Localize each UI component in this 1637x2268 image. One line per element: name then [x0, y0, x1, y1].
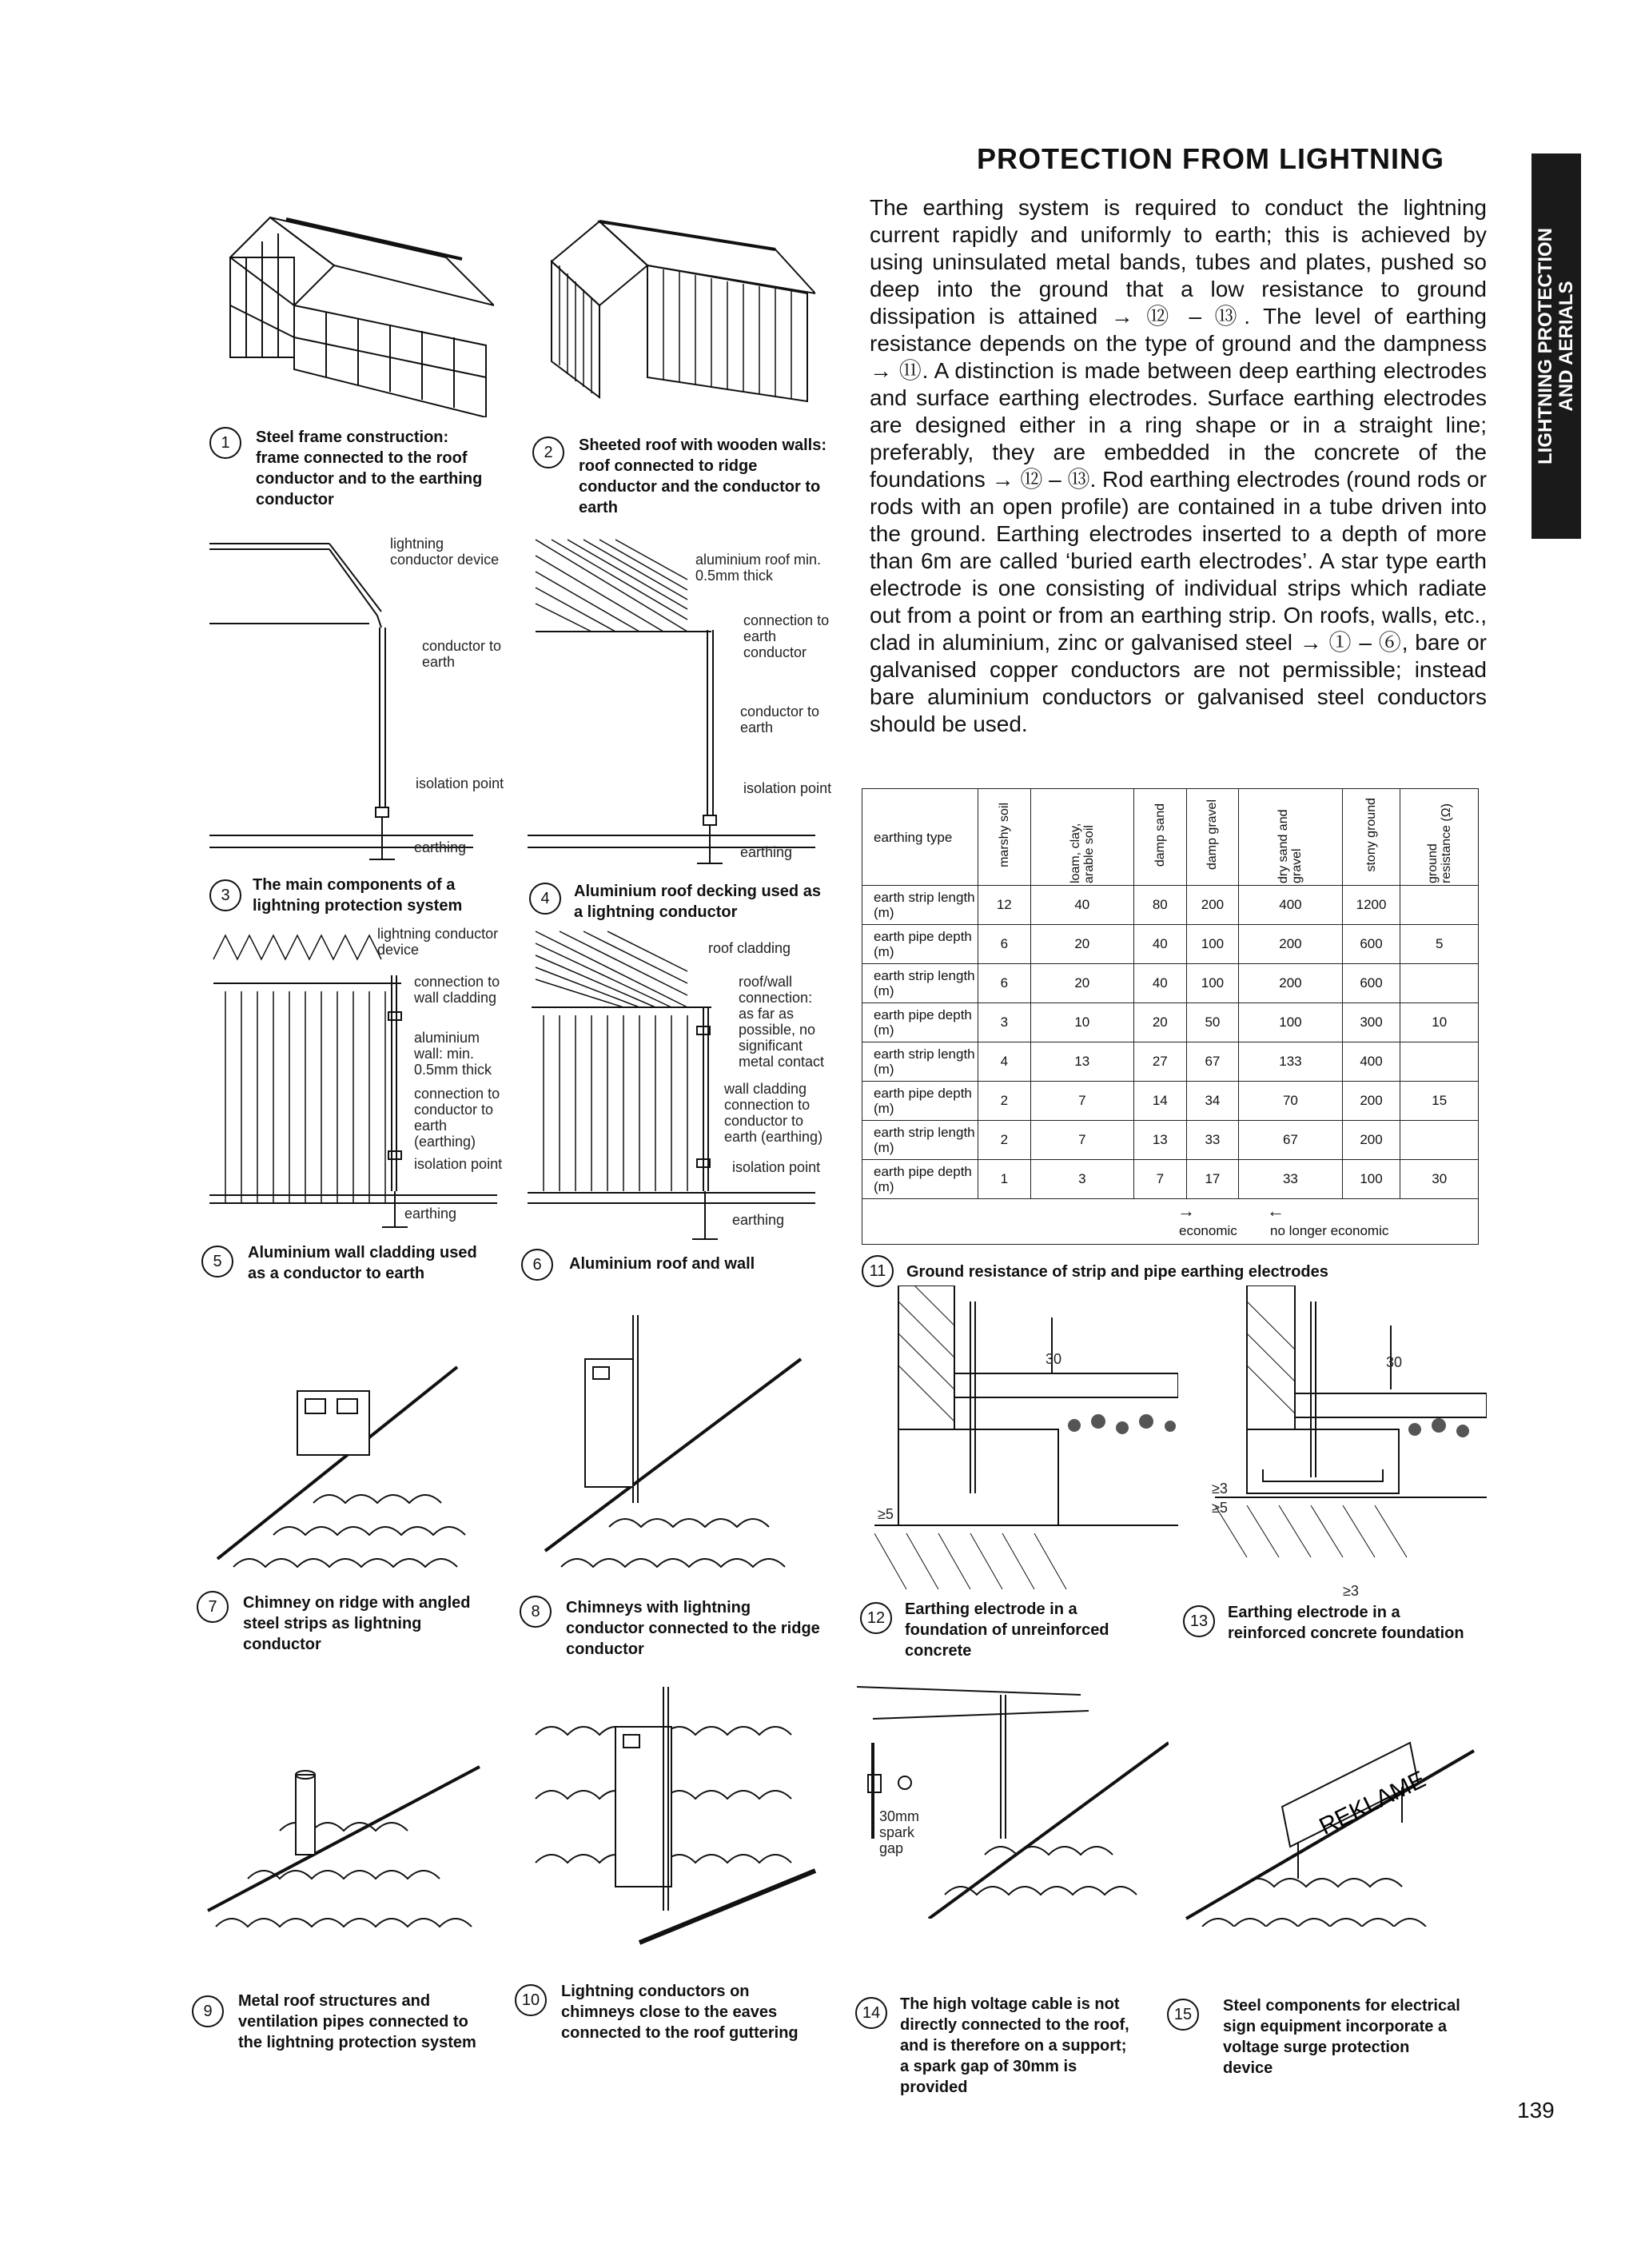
- fig4-label-connection: connection to earth conductor: [743, 612, 830, 660]
- col-damp-gravel: damp gravel: [1205, 799, 1220, 871]
- table-row: [862, 1003, 1479, 1042]
- figure-1-caption: Steel frame construction: frame connected to the roof conductor and to the earthing conductor: [256, 428, 483, 508]
- side-tab-line-2: AND AERIALS: [1555, 281, 1577, 412]
- table-footer-row: [862, 1199, 1479, 1245]
- cell: 7: [1030, 1082, 1133, 1121]
- cell: 100: [1186, 964, 1239, 1003]
- figure-15-caption: Steel components for electrical sign equipment incorporate a voltage surge protection device: [1223, 1997, 1460, 2077]
- figure-12-caption: Earthing electrode in a foundation of unreinforced concrete: [905, 1600, 1109, 1660]
- cell: 200: [1342, 1121, 1400, 1160]
- figure-11-caption: Ground resistance of strip and pipe earthing electrodes: [906, 1263, 1328, 1281]
- row-label: earth pipe depth (m): [862, 1160, 978, 1199]
- cell: 133: [1239, 1042, 1342, 1082]
- fig4-label-roof: aluminium roof min. 0.5mm thick: [695, 552, 822, 584]
- fig15-sign-text: REKLAME: [1315, 1766, 1430, 1840]
- figure-5-number: 5: [201, 1246, 233, 1277]
- col-dry-sand-gravel: dry sand and gravel: [1277, 808, 1304, 883]
- figure-14-caption: The high voltage cable is not directly connected to the roof, and is therefore on a support; a spark gap of 30mm is provided: [900, 1995, 1129, 2096]
- fig13-dim-3b: ≥3: [1343, 1583, 1359, 1599]
- cell: 600: [1342, 964, 1400, 1003]
- fig6-label-connection: roof/wall connection: as far as possible, no significant metal contact: [739, 974, 825, 1070]
- cell: 14: [1134, 1082, 1187, 1121]
- page-number: 139: [1517, 2098, 1555, 2123]
- figure-15-number: 15: [1167, 1999, 1199, 2031]
- table-row: [862, 1160, 1479, 1199]
- figure-7-number: 7: [197, 1591, 229, 1623]
- fig13-dim-3a: ≥3: [1212, 1481, 1228, 1497]
- fig4-label-earthing: earthing: [740, 844, 793, 860]
- figure-2-number: 2: [532, 436, 564, 468]
- table-header-row: [862, 789, 1479, 886]
- right-arrow-icon: →: [1177, 1201, 1195, 1221]
- fig14-label-spark-gap: 30mm spark gap: [879, 1808, 920, 1856]
- cell: 4: [978, 1042, 1031, 1082]
- fig12-dim-30: 30: [1046, 1351, 1062, 1367]
- row-label: earth strip length (m): [862, 1121, 978, 1160]
- cell: 40: [1030, 886, 1133, 925]
- cell: 200: [1239, 964, 1342, 1003]
- table-col-head: [978, 789, 1031, 886]
- row-label: earth strip length (m): [862, 1042, 978, 1082]
- cell: 6: [978, 925, 1031, 964]
- cell: 5: [1400, 925, 1479, 964]
- row-label: earth pipe depth (m): [862, 1082, 978, 1121]
- cell: 7: [1030, 1121, 1133, 1160]
- cell: 33: [1239, 1160, 1342, 1199]
- figure-10-eaves-chimney-drawing: [520, 1671, 823, 1959]
- cell: 2: [978, 1121, 1031, 1160]
- fig5-label-connection: connection to wall cladding: [414, 974, 500, 1006]
- cell: 17: [1186, 1160, 1239, 1199]
- cell: 100: [1239, 1003, 1342, 1042]
- side-tab-line-1: LIGHTNING PROTECTION: [1535, 228, 1556, 464]
- figure-3-caption: The main components of a lightning protection system: [253, 876, 463, 915]
- fig6-label-wall-cladding: wall cladding connection to conductor to earth (earthing): [724, 1081, 823, 1145]
- cell: 200: [1186, 886, 1239, 925]
- cell: 67: [1239, 1121, 1342, 1160]
- fig6-label-earthing: earthing: [732, 1212, 785, 1228]
- figure-10-number: 10: [515, 1984, 547, 2016]
- ground-resistance-table: [862, 788, 1479, 1245]
- fig5-label-conductor: connection to conductor to earth (earthing): [414, 1086, 500, 1150]
- cell: 27: [1134, 1042, 1187, 1082]
- cell: 3: [978, 1003, 1031, 1042]
- fig3-label-device: lightning conductor device: [390, 536, 500, 568]
- cell: 1200: [1342, 886, 1400, 925]
- cell: 33: [1186, 1121, 1239, 1160]
- table-col-head: [1400, 789, 1479, 886]
- figure-9-vent-pipes-drawing: [200, 1719, 496, 1943]
- cell: [1400, 964, 1479, 1003]
- figure-6-caption: Aluminium roof and wall: [569, 1255, 755, 1273]
- cell: [1400, 1121, 1479, 1160]
- fig5-label-wall: aluminium wall: min. 0.5mm thick: [414, 1030, 492, 1078]
- fig4-label-conductor: conductor to earth: [740, 704, 820, 735]
- fig6-label-roof-cladding: roof cladding: [708, 940, 791, 956]
- table-col-head: [1030, 789, 1133, 886]
- cell: 12: [978, 886, 1031, 925]
- figure-15-sign-drawing: [1178, 1679, 1490, 1927]
- cell: 20: [1030, 925, 1133, 964]
- fig5-label-earthing: earthing: [404, 1206, 457, 1222]
- cell: 6: [978, 964, 1031, 1003]
- fig6-label-isolation: isolation point: [732, 1159, 821, 1175]
- table-row: [862, 925, 1479, 964]
- figure-10-caption: Lightning conductors on chimneys close to the eaves connected to the roof guttering: [561, 1983, 799, 2042]
- cell: 10: [1400, 1003, 1479, 1042]
- fig5-label-isolation: isolation point: [414, 1156, 503, 1172]
- figure-13-caption: Earthing electrode in a reinforced concrete foundation: [1228, 1604, 1464, 1642]
- cell: 3: [1030, 1160, 1133, 1199]
- table-row: [862, 1042, 1479, 1082]
- table-row: [862, 886, 1479, 925]
- cell: 300: [1342, 1003, 1400, 1042]
- fig13-dim-5: ≥5: [1212, 1500, 1228, 1516]
- figure-5-caption: Aluminium wall cladding used as a conductor to earth: [248, 1244, 477, 1282]
- figure-4-number: 4: [529, 883, 561, 915]
- figure-13-reinforced-foundation-drawing: [1215, 1285, 1487, 1589]
- figure-8-number: 8: [520, 1596, 552, 1628]
- row-label: earth pipe depth (m): [862, 925, 978, 964]
- figure-4-caption: Aluminium roof decking used as a lightning conductor: [574, 883, 821, 921]
- fig5-label-device: lightning conductor device: [377, 926, 499, 958]
- fig4-label-isolation: isolation point: [743, 780, 832, 796]
- cell: 400: [1239, 886, 1342, 925]
- table-col-head: [1134, 789, 1187, 886]
- cell: 67: [1186, 1042, 1239, 1082]
- cell: 80: [1134, 886, 1187, 925]
- page-title: PROTECTION FROM LIGHTNING: [977, 142, 1444, 175]
- cell: 20: [1030, 964, 1133, 1003]
- figure-13-number: 13: [1183, 1605, 1215, 1637]
- figure-3-components-drawing: [209, 532, 513, 867]
- cell: 7: [1134, 1160, 1187, 1199]
- row-label: earth strip length (m): [862, 964, 978, 1003]
- figure-2-sheeted-roof-drawing: [544, 217, 815, 417]
- cell: 200: [1239, 925, 1342, 964]
- col-loam: loam, clay, arable soil: [1068, 823, 1096, 883]
- figure-8-chimneys-drawing: [529, 1311, 817, 1583]
- table-footer: [862, 1199, 1479, 1245]
- cell: 400: [1342, 1042, 1400, 1082]
- row-label: earth pipe depth (m): [862, 1003, 978, 1042]
- cell: 40: [1134, 925, 1187, 964]
- table-header-earthing-type: earthing type: [862, 789, 978, 886]
- cell: [1400, 1042, 1479, 1082]
- cell: 20: [1134, 1003, 1187, 1042]
- cell: 13: [1134, 1121, 1187, 1160]
- cell: 50: [1186, 1003, 1239, 1042]
- cell: 1: [978, 1160, 1031, 1199]
- table-row: [862, 1121, 1479, 1160]
- table-col-head: [1239, 789, 1342, 886]
- figure-14-spark-gap-drawing: [857, 1655, 1169, 1919]
- col-stony-ground: stony ground: [1364, 798, 1379, 872]
- table-col-head: [1186, 789, 1239, 886]
- figure-7-chimney-drawing: [209, 1359, 497, 1583]
- fig12-dim-5: ≥5: [878, 1506, 894, 1522]
- cell: 30: [1400, 1160, 1479, 1199]
- col-marshy-soil: marshy soil: [997, 803, 1011, 867]
- figure-12-number: 12: [860, 1602, 892, 1634]
- cell: 40: [1134, 964, 1187, 1003]
- fig13-dim-30: 30: [1386, 1354, 1403, 1370]
- cell: 600: [1342, 925, 1400, 964]
- footer-economic: economic: [1179, 1223, 1237, 1238]
- cell: 200: [1342, 1082, 1400, 1121]
- fig3-label-earthing: earthing: [414, 839, 467, 855]
- footer-not-economic: no longer economic: [1270, 1223, 1389, 1238]
- body-paragraph: The earthing system is required to conduct the lightning current rapidly and uniformly to earth; this is achieved by using uninsulated metal bands, tubes and plates, pushed so deep into the ground that a low resistance to ground dissipation is attained → ⑫ – ⑬. The level of earthing resistance depends on the type of ground and the dampness → ⑪. A distinction is made between deep earthing electrodes and surface earthing electrodes. Surface earthing electrodes are designed either in a ring shape or in a straight line; preferably, they are embedded in the concrete of the foundations → ⑫ – ⑬. Rod earthing electrodes (round rods or rods with an open profile) are contained in a tube driven into the ground. Earthing electrodes inserted to a depth of more than 6m are called ‘buried earth electrodes’. A star type earth electrode is one consisting of individual strips which radiate out from a point or from an earthing strip. On roofs, walls, etc., clad in aluminium, zinc or galvanised steel → ① – ⑥, bare or galvanised copper conductors are not permissible; instead bare aluminium conductors or galvanised steel conductors should be used.: [870, 195, 1487, 736]
- figure-7-caption: Chimney on ridge with angled steel strips as lightning conductor: [243, 1594, 471, 1653]
- cell: 10: [1030, 1003, 1133, 1042]
- figure-6-number: 6: [521, 1249, 553, 1281]
- table-col-head: [1342, 789, 1400, 886]
- cell: 70: [1239, 1082, 1342, 1121]
- figure-12-foundation-drawing: [874, 1285, 1178, 1589]
- cell: 2: [978, 1082, 1031, 1121]
- figure-9-number: 9: [192, 1995, 224, 2027]
- figure-8-caption: Chimneys with lightning conductor connected to the ridge conductor: [566, 1599, 820, 1658]
- cell: [1400, 886, 1479, 925]
- cell: 13: [1030, 1042, 1133, 1082]
- figure-3-number: 3: [209, 879, 241, 911]
- figure-1-number: 1: [209, 427, 241, 459]
- fig3-label-conductor: conductor to earth: [422, 638, 502, 670]
- row-label: earth strip length (m): [862, 886, 978, 925]
- figure-11-number: 11: [862, 1255, 894, 1287]
- cell: 34: [1186, 1082, 1239, 1121]
- col-damp-sand: damp sand: [1153, 803, 1167, 867]
- col-ground-resistance: ground resistance (Ω): [1425, 803, 1453, 883]
- cell: 15: [1400, 1082, 1479, 1121]
- fig3-label-isolation: isolation point: [416, 775, 504, 791]
- left-arrow-icon: ←: [1267, 1201, 1285, 1221]
- figure-2-caption: Sheeted roof with wooden walls: roof connected to ridge conductor and the conductor to earth: [579, 436, 827, 516]
- figure-14-number: 14: [855, 1997, 887, 2029]
- figure-1-steel-frame-drawing: [222, 209, 494, 417]
- cell: 100: [1342, 1160, 1400, 1199]
- table-row: [862, 1082, 1479, 1121]
- cell: 100: [1186, 925, 1239, 964]
- table-row: [862, 964, 1479, 1003]
- figure-9-caption: Metal roof structures and ventilation pipes connected to the lightning protection system: [238, 1992, 476, 2051]
- section-side-tab: [1531, 153, 1581, 539]
